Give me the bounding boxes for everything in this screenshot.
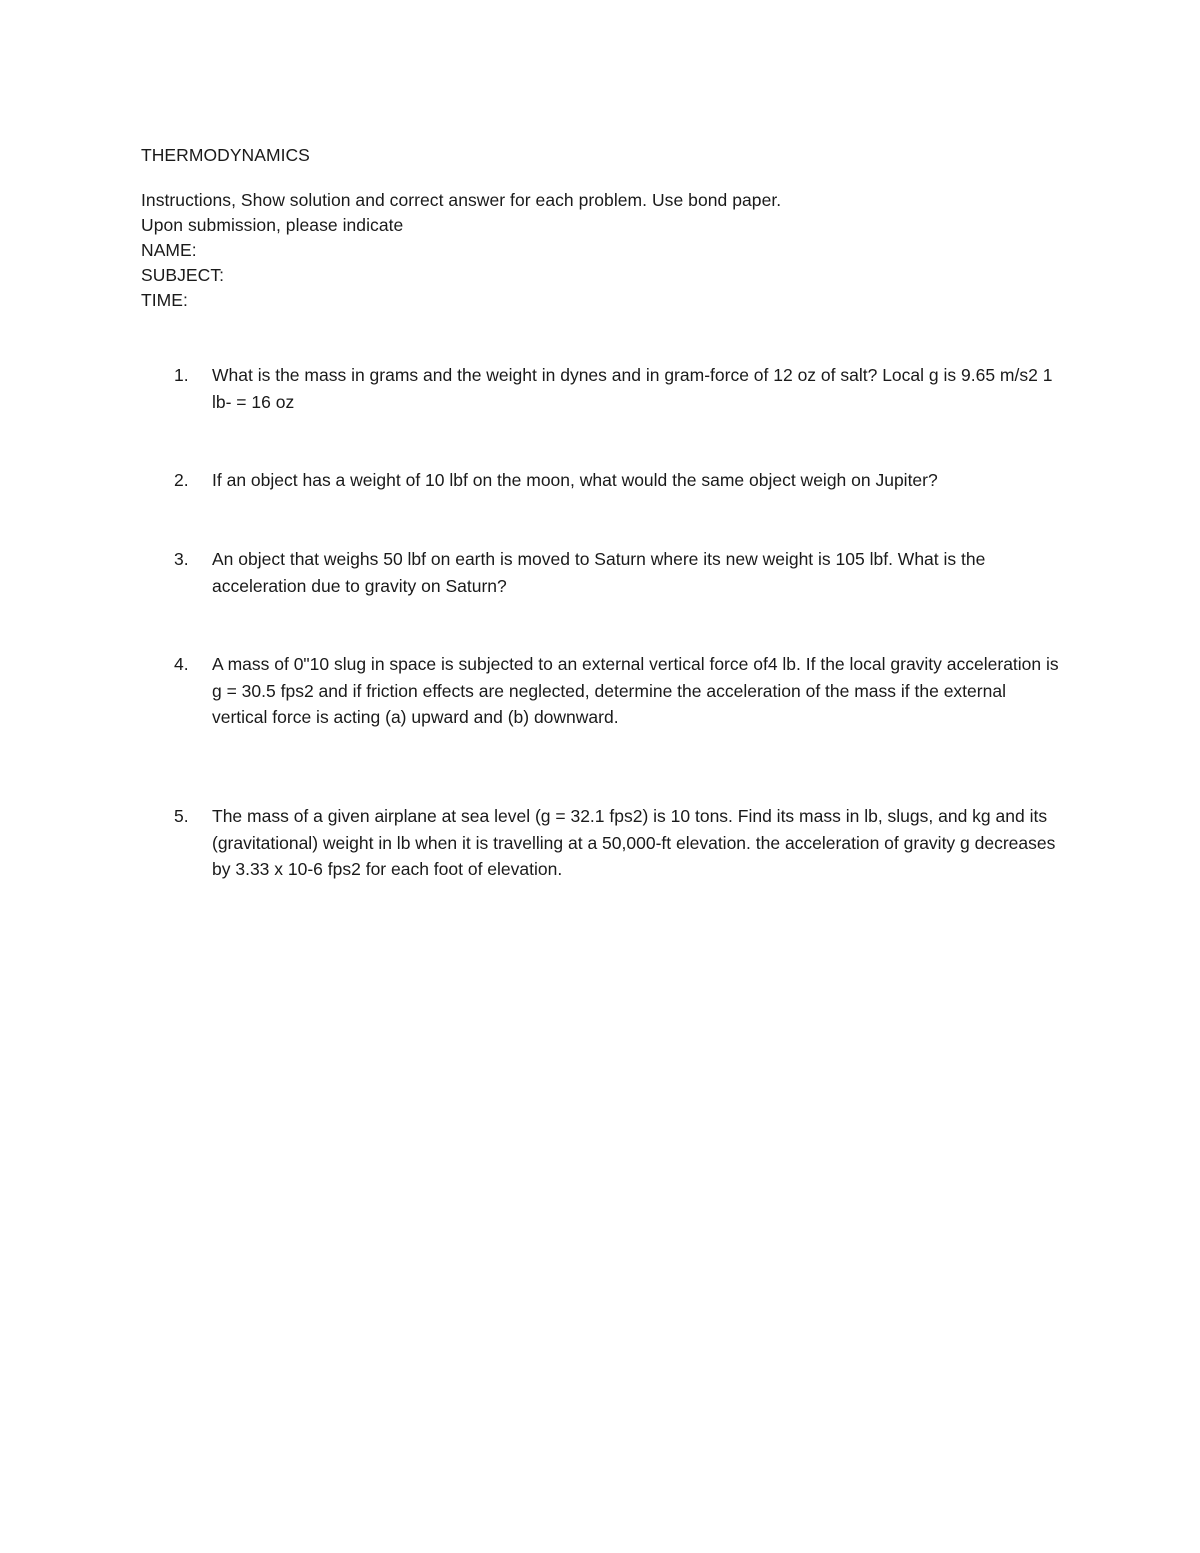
document-title: THERMODYNAMICS <box>141 145 310 165</box>
time-field-label: TIME: <box>141 290 188 310</box>
subject-field-label: SUBJECT: <box>141 265 225 285</box>
problem-text: The mass of a given airplane at sea level (g = 32.1 fps2) is 10 tons. Find its mass in lb, slugs, and kg and its (gravitational) weight in lb when it is travelling at a 50,000-ft elevation. the acceleration of gravity g decreases by 3.33 x 10-6 fps2 for each foot of elevation. <box>212 806 1056 879</box>
problem-text: A mass of 0"10 slug in space is subjected to an external vertical force of4 lb. If the local gravity acceleration is g = 30.5 fps2 and if friction effects are neglected, determine the acceleration of the mass if the external vertical force is acting (a) upward and (b) downward. <box>212 654 1059 727</box>
problem-text: If an object has a weight of 10 lbf on the moon, what would the same object weigh on Jupiter? <box>212 470 938 490</box>
problem-number: 3. <box>174 549 189 569</box>
problem-number: 5. <box>174 806 189 826</box>
problem-number: 2. <box>174 470 189 490</box>
name-field-label: NAME: <box>141 240 197 260</box>
problem-text: An object that weighs 50 lbf on earth is moved to Saturn where its new weight is 105 lbf. What is the acceleration due to gravity on Saturn? <box>212 549 986 596</box>
problem-number: 1. <box>174 365 189 385</box>
submission-note: Upon submission, please indicate <box>141 215 404 235</box>
document-header <box>141 143 1101 313</box>
problem-text: What is the mass in grams and the weight in dynes and in gram-force of 12 oz of salt? Local g is 9.65 m/s2 1 lb- = 16 oz <box>212 365 1053 412</box>
instructions-text: Instructions, Show solution and correct answer for each problem. Use bond paper. <box>141 190 782 210</box>
problem-number: 4. <box>174 654 189 674</box>
